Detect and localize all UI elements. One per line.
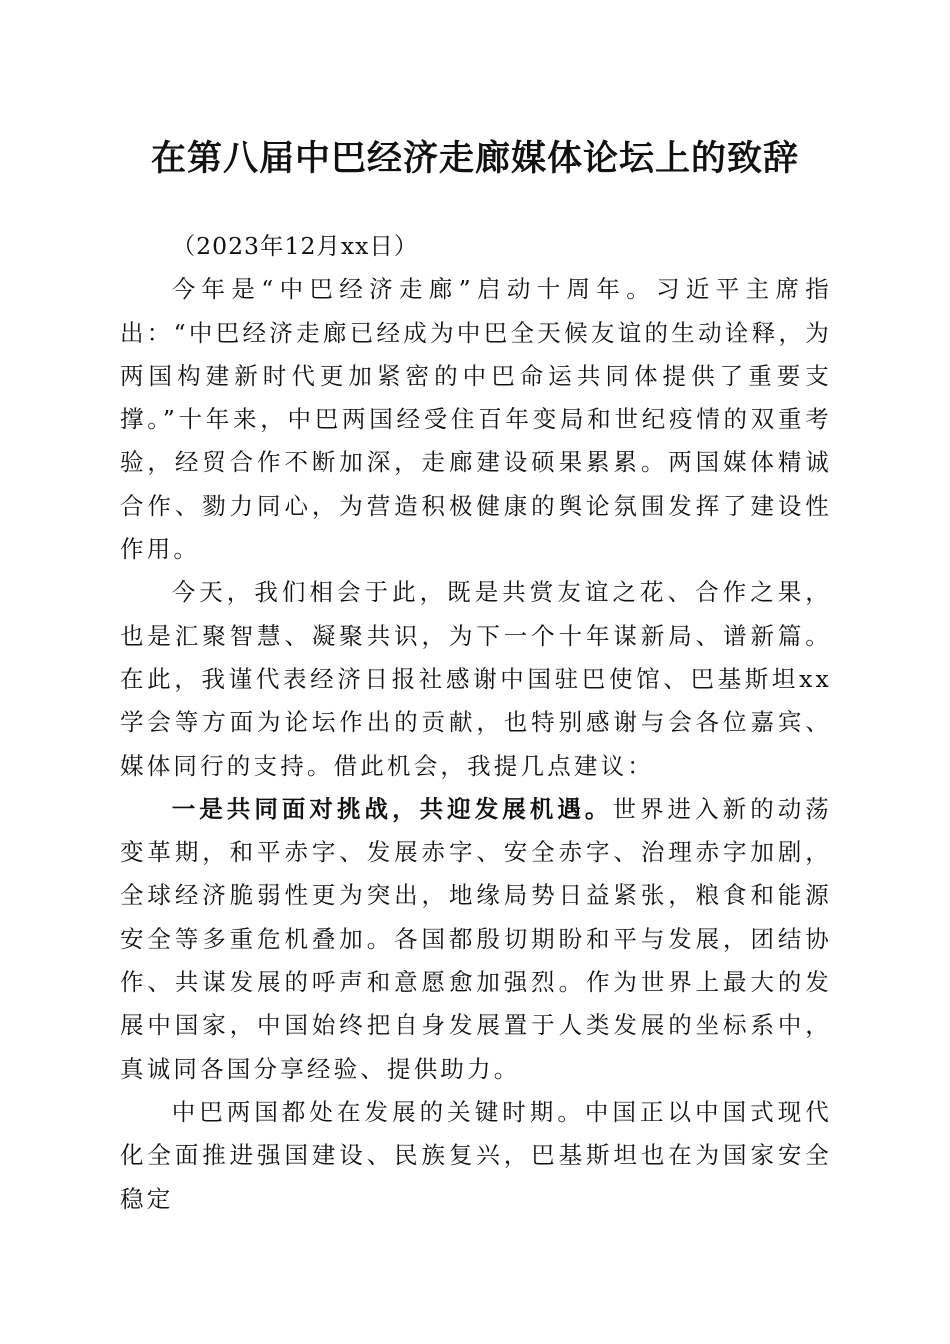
speech-date: （2023年12月xx日） <box>171 232 419 260</box>
paragraph-4 <box>120 1091 832 1221</box>
document-body <box>120 225 832 1221</box>
document-title: 在第八届中巴经济走廊媒体论坛上的致辞 <box>150 138 799 179</box>
paragraph-1 <box>120 268 832 571</box>
paragraph-2-text: 今天，我们相会于此，既是共赏友谊之花、合作之果，也是汇聚智慧、凝聚共识，为下一个十年谋新局、谱新篇。在此，我谨代表经济日报社感谢中国驻巴使馆、巴基斯坦xx学会等方面为论坛作出的贡献，也特别感谢与会各位嘉宾、媒体同行的支持。借此机会，我提几点建议： <box>120 578 832 780</box>
paragraph-3-lead: 一是共同面对挑战，共迎发展机遇。 <box>171 794 613 823</box>
paragraph-3 <box>120 788 832 1091</box>
paragraph-1-text: 今年是“中巴经济走廊”启动十周年。习近平主席指出：“中巴经济走廊已经成为中巴全天候友谊的生动诠释，为两国构建新时代更加紧密的中巴命运共同体提供了重要支撑。”十年来，中巴两国经受住百年变局和世纪疫情的双重考验，经贸合作不断加深，走廊建设硕果累累。两国媒体精诚合作、勠力同心，为营造积极健康的舆论氛围发挥了建设性作用。 <box>120 275 832 564</box>
paragraph-2 <box>120 571 832 787</box>
paragraph-4-text: 中巴两国都处在发展的关键时期。中国正以中国式现代化全面推进强国建设、民族复兴，巴基斯坦也在为国家安全稳定 <box>120 1097 832 1213</box>
paragraph-3-text: 世界进入新的动荡变革期，和平赤字、发展赤字、安全赤字、治理赤字加剧，全球经济脆弱性更为突出，地缘局势日益紧张，粮食和能源安全等多重危机叠加。各国都殷切期盼和平与发展，团结协作、共谋发展的呼声和意愿愈加强烈。作为世界上最大的发展中国家，中国始终把自身发展置于人类发展的坐标系中，真诚同各国分享经验、提供助力。 <box>120 794 832 1083</box>
